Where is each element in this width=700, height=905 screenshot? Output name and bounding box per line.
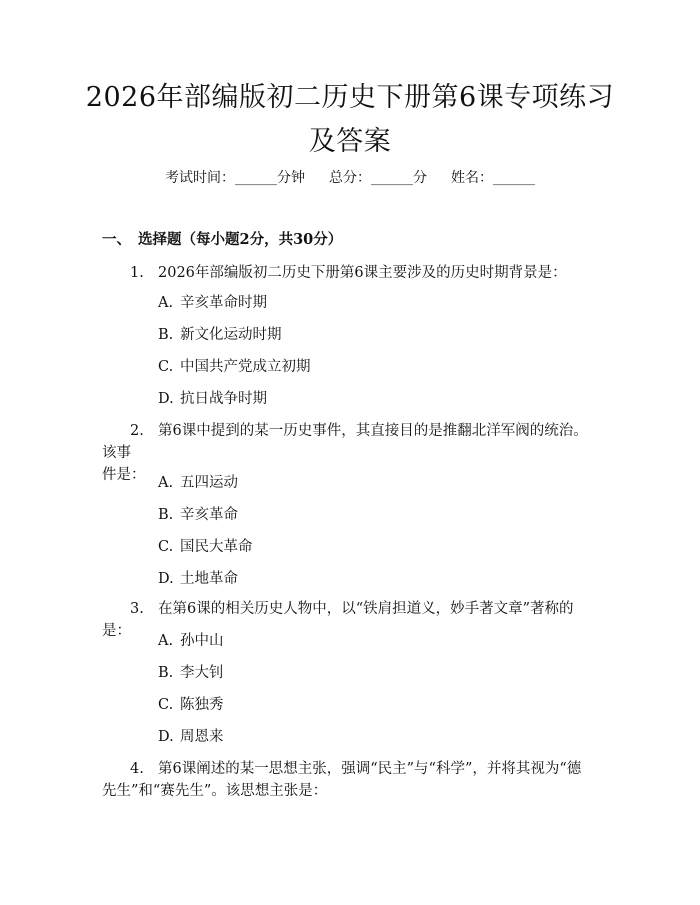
option-letter: A. [158, 295, 174, 311]
option-text: 中国共产党成立初期 [180, 359, 311, 375]
option-text: 辛亥革命 [180, 507, 238, 523]
question-line-2: 件是： [102, 467, 146, 483]
option-2c [158, 537, 253, 557]
option-letter: D. [158, 391, 174, 407]
question-number: 3. [130, 601, 144, 617]
section-title: 选择题（每小题2分，共30分） [138, 231, 343, 248]
option-letter: B. [158, 507, 174, 523]
question-4 [102, 758, 602, 802]
option-text: 陈独秀 [180, 697, 224, 713]
option-3c [158, 695, 224, 715]
option-text: 周恩来 [180, 729, 224, 745]
option-text: 五四运动 [180, 475, 238, 491]
question-text: 在第6课的相关历史人物中，以“铁肩担道义，妙手著文章”著称的是： [102, 601, 574, 639]
option-1b [158, 325, 282, 345]
option-text: 土地革命 [180, 571, 238, 587]
option-text: 抗日战争时期 [180, 391, 267, 407]
question-number: 4. [130, 761, 144, 777]
question-text: 第6课阐述的某一思想主张，强调“民主”与“科学”，并将其视为“德 [158, 761, 582, 777]
question-text: 第6课中提到的某一历史事件，其直接目的是推翻北洋军阀的统治。该事 [102, 423, 588, 461]
option-letter: B. [158, 327, 174, 343]
total-score-field: 总分：______分 [329, 170, 427, 186]
question-line-1 [102, 758, 602, 780]
option-text: 孙中山 [180, 633, 224, 649]
option-text: 国民大革命 [180, 539, 253, 555]
option-letter: D. [158, 571, 174, 587]
option-1c [158, 357, 311, 377]
option-1a [158, 293, 267, 313]
question-line-1 [102, 420, 602, 464]
option-3d [158, 727, 224, 747]
section-heading [102, 230, 342, 250]
option-letter: B. [158, 665, 174, 681]
question-text: 2026年部编版初二历史下册第6课主要涉及的历史时期背景是： [158, 265, 567, 281]
option-letter: C. [158, 359, 174, 375]
question-number: 1. [130, 265, 144, 281]
option-letter: A. [158, 475, 174, 491]
question-line-2: 先生”和“赛先生”。该思想主张是： [102, 783, 328, 799]
option-3a [158, 631, 224, 651]
option-text: 辛亥革命时期 [180, 295, 267, 311]
question-number: 2. [130, 423, 144, 439]
option-2a [158, 473, 238, 493]
option-letter: D. [158, 729, 174, 745]
option-letter: C. [158, 697, 174, 713]
question-1 [102, 262, 602, 284]
option-text: 李大钊 [180, 665, 224, 681]
option-letter: A. [158, 633, 174, 649]
option-2b [158, 505, 238, 525]
option-letter: C. [158, 539, 174, 555]
option-text: 新文化运动时期 [180, 327, 282, 343]
name-field: 姓名：______ [451, 170, 535, 186]
option-3b [158, 663, 224, 683]
exam-time-field: 考试时间：______分钟 [165, 170, 305, 186]
document-title: 2026年部编版初二历史下册第6课专项练习及答案 [85, 82, 615, 157]
exam-meta [0, 168, 700, 188]
option-1d [158, 389, 267, 409]
option-2d [158, 569, 238, 589]
section-number: 一、 [102, 231, 131, 248]
